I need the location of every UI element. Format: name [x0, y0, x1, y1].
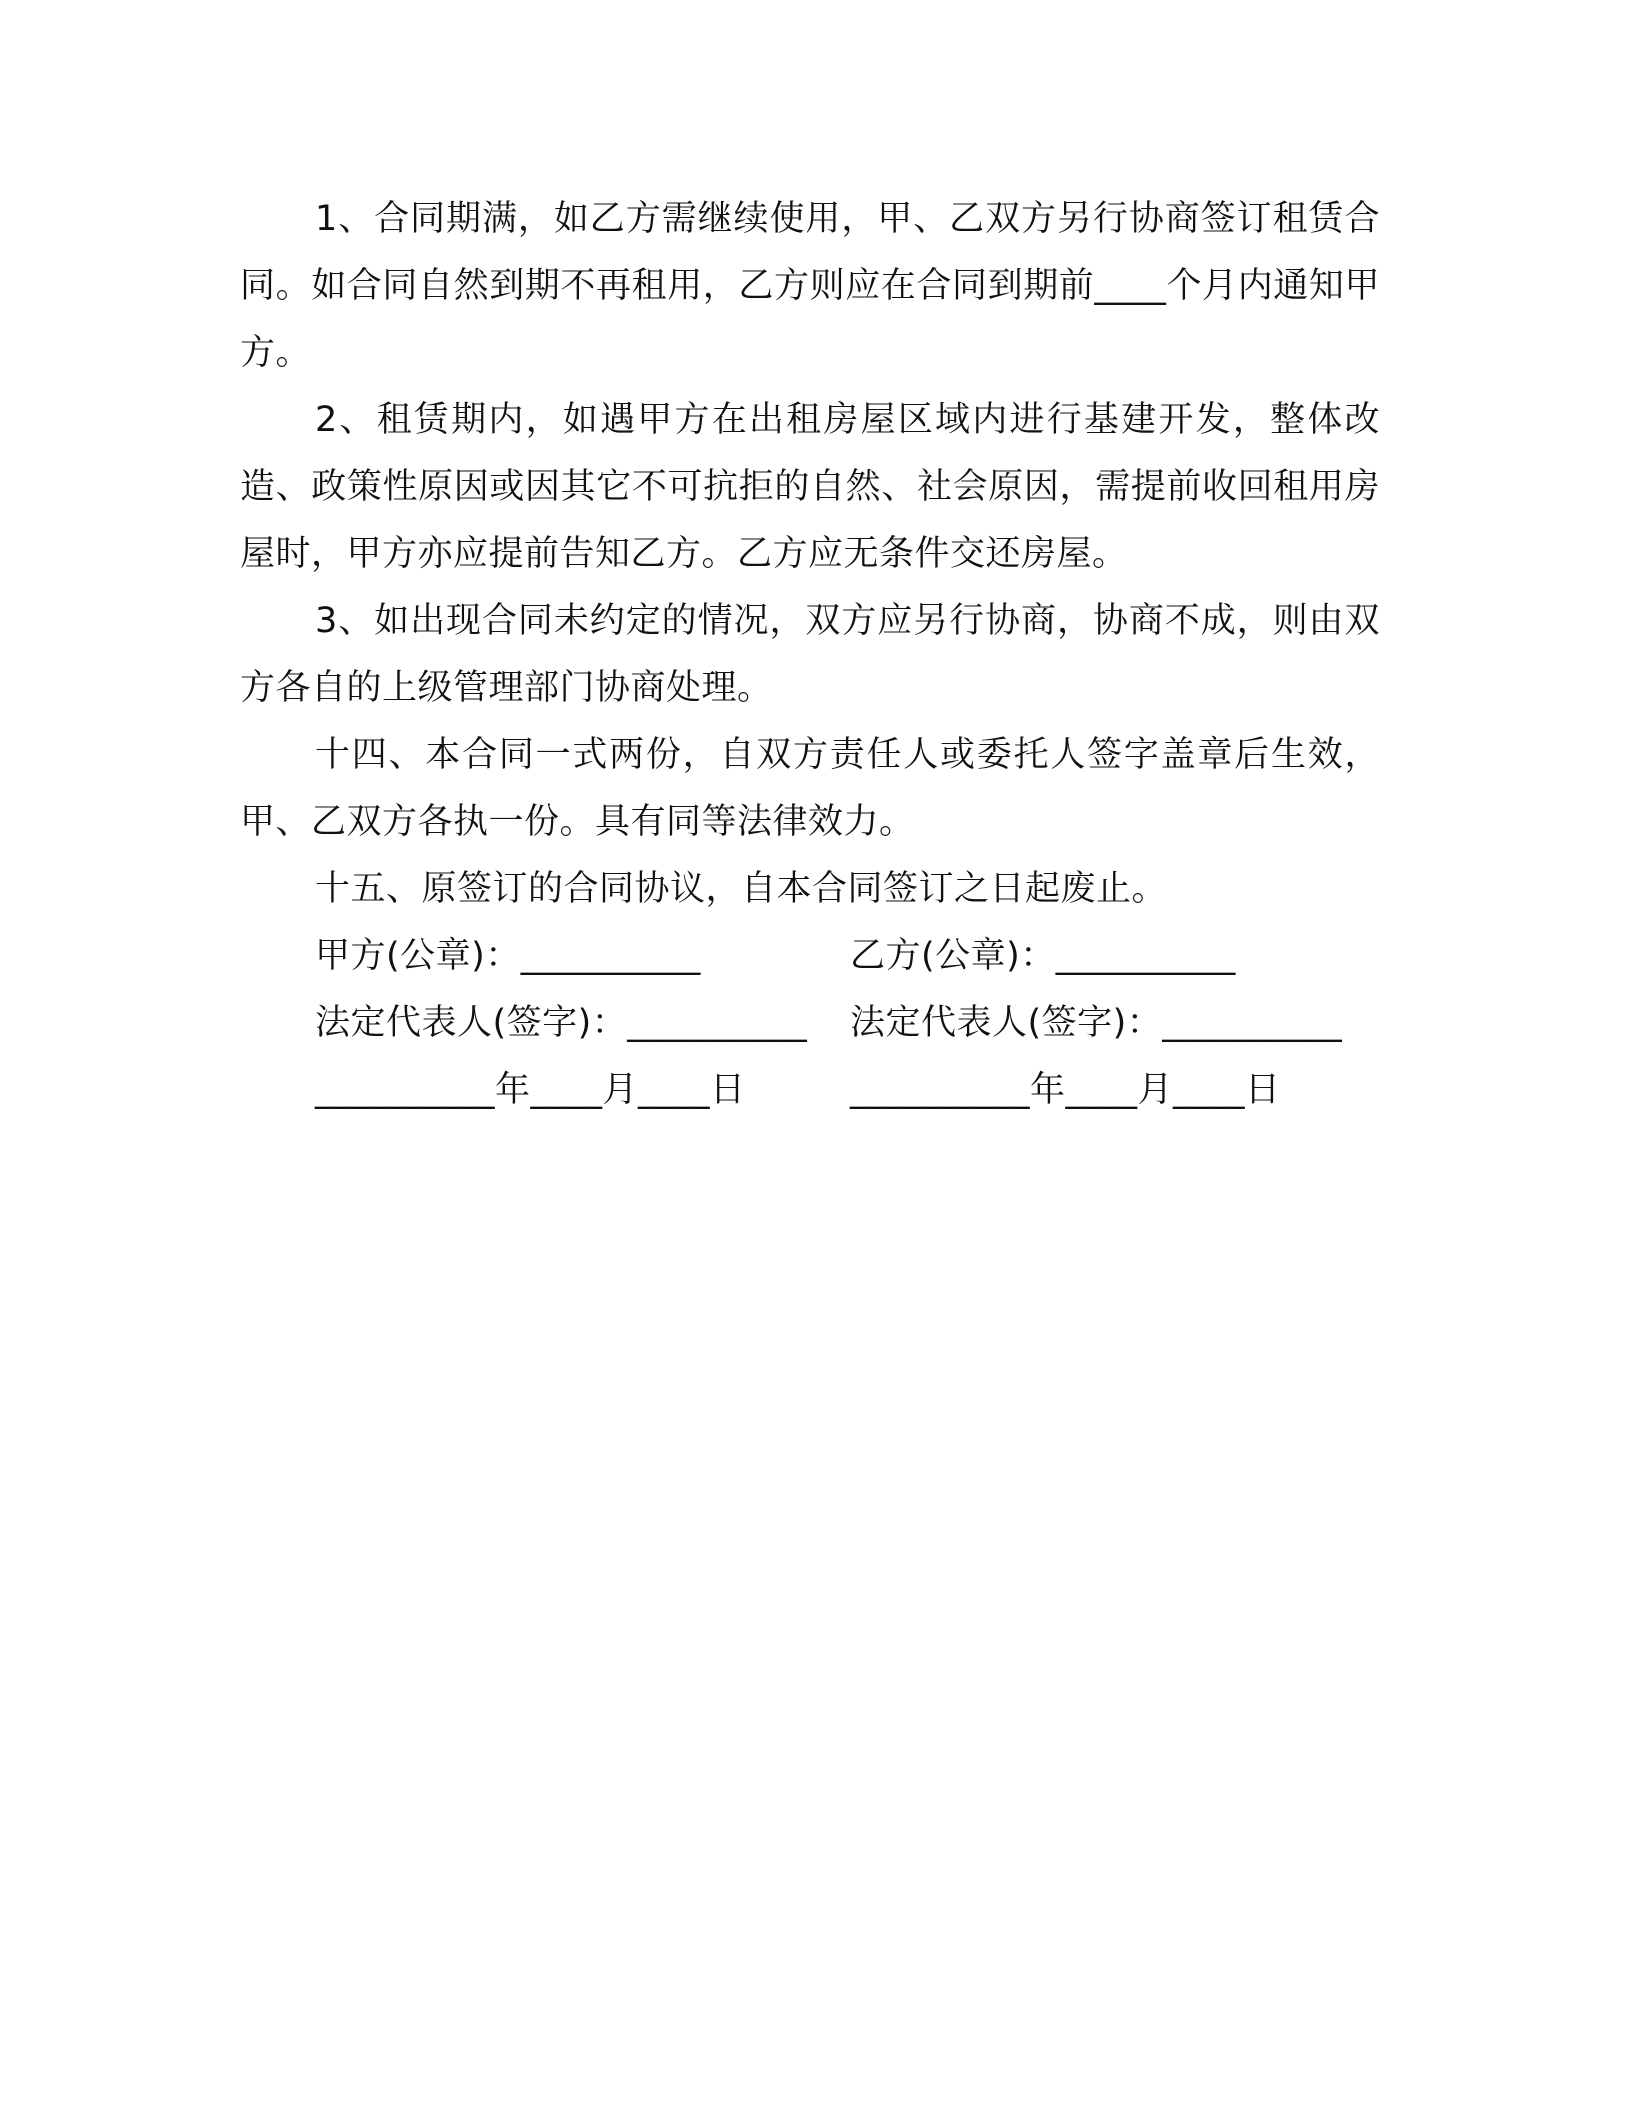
party-b-seal-field: 乙方(公章)：__________ [850, 936, 1236, 976]
party-a-representative-field: 法定代表人(签字)：__________ [315, 1003, 808, 1043]
party-b-date-field: __________年____月____日 [850, 1070, 1281, 1110]
signature-row-date [240, 1057, 1380, 1124]
clause-unspecified-matters: 3、如出现合同未约定的情况，双方应另行协商，协商不成，则由双方各自的上级管理部门协商处理。 [240, 601, 1380, 708]
signature-row-seal [240, 923, 1380, 990]
party-b-representative-field: 法定代表人(签字)：__________ [850, 1003, 1343, 1043]
contract-body [240, 186, 1380, 1124]
party-a-seal-field: 甲方(公章)：__________ [315, 936, 701, 976]
signature-row-representative [240, 990, 1380, 1057]
clause-copies-effect: 十四、本合同一式两份，自双方责任人或委托人签字盖章后生效，甲、乙双方各执一份。具有同等法律效力。 [240, 735, 1380, 842]
clause-early-termination: 2、租赁期内，如遇甲方在出租房屋区域内进行基建开发，整体改造、政策性原因或因其它不可抗拒的自然、社会原因，需提前收回租用房屋时，甲方亦应提前告知乙方。乙方应无条件交还房屋。 [240, 400, 1380, 574]
clause-supersede: 十五、原签订的合同协议，自本合同签订之日起废止。 [315, 869, 1168, 909]
party-a-date-field: __________年____月____日 [315, 1070, 746, 1110]
clause-renewal: 1、合同期满，如乙方需继续使用，甲、乙双方另行协商签订租赁合同。如合同自然到期不再租用，乙方则应在合同到期前____个月内通知甲方。 [240, 199, 1380, 373]
